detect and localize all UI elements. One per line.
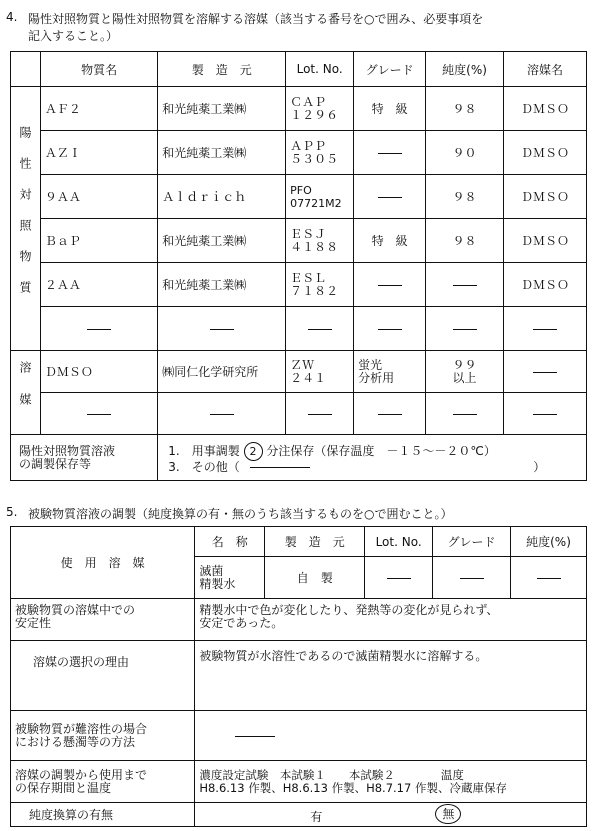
lot-line1: ＺＷ [290,357,315,372]
substance-name: ＡＦ２ [40,87,157,131]
purity: ９８ [426,175,504,219]
empty-dash [250,467,310,468]
lot-line2: ５３０５ [290,151,339,166]
empty-dash [537,578,561,579]
grade: 特 級 [354,219,426,263]
section5-title: 被験物質溶液の調製（純度換算の有・無のうち該当するものを○で囲むこと。） [28,507,453,521]
empty-dash [378,153,402,154]
purity-line1: ９９ [452,357,477,372]
manufacturer: 和光純薬工業㈱ [158,87,286,131]
section4-title-line1: 陽性対照物質と陽性対照物質を溶解する溶媒（該当する番号を○で囲み、必要事項を [28,12,484,26]
solvent-row [11,351,587,393]
header-name: 名 称 [195,527,265,557]
header-grade: グレード [354,52,426,87]
lot-line2: ４１８８ [290,239,339,254]
insoluble-label-line2: における懸濁等の方法 [15,734,136,749]
lot-line2: 07721M2 [290,196,342,210]
table-header-row [11,52,587,87]
table-header-row [11,527,587,557]
manufacturer: ㈱同仁化学研究所 [158,351,286,393]
lot-line2: ７１８２ [290,283,339,298]
substance-name: ＡＺＩ [40,131,157,175]
table-row [11,263,587,307]
table-row [11,175,587,219]
purity: ９８ [426,87,504,131]
solvent: ＤＭＳＯ [504,175,587,219]
table-row [11,87,587,131]
section4-title-line2: 記入すること。） [28,29,119,43]
header-manufacturer: 製 造 元 [158,52,286,87]
grade-line2: 分析用 [358,370,395,385]
storage-period-row [11,761,587,803]
reason-label: 溶媒の選択の理由 [11,641,195,711]
lot-line2: １２９６ [290,107,339,122]
prep-option-2-circle: 2 [244,442,263,461]
purity-conversion-no-circled: 無 [435,804,461,824]
grade: 特 級 [354,87,426,131]
prep-option-1: 1. 用事調製 [168,443,240,458]
header-purity: 純度(%) [511,527,587,557]
header-lot: Lot. No. [365,527,433,557]
empty-dash [378,197,402,198]
reason-text: 被験物質が水溶性であるので滅菌精製水に溶解する。 [195,641,587,711]
solvent-name-line2: 精製水 [199,576,236,591]
prep-option-3: 3. その他（ [168,459,240,474]
empty-dash [378,285,402,286]
lot-line1: ＥＳＪ [290,226,327,241]
grade-line1: 蛍光 [358,357,383,372]
period-text-line1: 濃度設定試験 本試験１ 本試験２ 温度 [199,767,464,782]
stability-row [11,599,587,641]
period-text-line2: H8.6.13 作製、H8.6.13 作製、H8.7.17 作製、冷蔵庫保存 [199,780,507,795]
empty-dash [235,736,275,737]
stability-text-line1: 精製水中で色が変化したり、発熱等の変化が見られず、 [199,603,499,617]
substance-name: ２ＡＡ [40,263,157,307]
header-lot: Lot. No. [286,52,354,87]
test-substance-solution-table [10,526,587,827]
purity: ９８ [426,219,504,263]
substance-name: ９ＡＡ [40,175,157,219]
header-purity: 純度(%) [426,52,504,87]
purity-conversion-row [11,803,587,827]
preparation-row [11,435,587,481]
lot-line1: PFO [290,183,312,197]
table-row [11,131,587,175]
manufacturer: 和光純薬工業㈱ [158,219,286,263]
header-manufacturer: 製 造 元 [265,527,365,557]
substance-name: ＤＭＳＯ [40,351,157,393]
solvent-used-label: 使 用 溶 媒 [11,527,195,599]
section5-number: 5. [6,505,18,519]
solvent: ＤＭＳＯ [504,219,587,263]
manufacturer: 和光純薬工業㈱ [158,263,286,307]
lot-line1: ＥＳＬ [290,270,327,285]
purity-conversion-yes: 有 [310,809,323,824]
header-grade: グレード [433,527,511,557]
period-label-line1: 溶媒の調製から使用まで [15,767,148,782]
lot-line1: ＡＰＰ [290,138,327,153]
group-label-positive-control: 陽性対照物質 [11,87,41,351]
reason-row [11,641,587,711]
purity-conversion-label: 純度換算の有無 [11,803,195,827]
manufacturer: 和光純薬工業㈱ [158,131,286,175]
table-row-empty [11,307,587,351]
purity-line2: 以上 [452,370,477,385]
period-label-line2: の保存期間と温度 [15,780,112,795]
solvent: ＤＭＳＯ [504,263,587,307]
manufacturer: Ａｌｄｒｉｃｈ [158,175,286,219]
prep-option-2: 分注保存（保存温度 －１５～－２０℃） [266,443,496,458]
insoluble-label-line1: 被験物質が難溶性の場合 [15,721,148,736]
solvent-name-line1: 滅菌 [199,563,224,578]
empty-dash [453,285,477,286]
empty-dash [460,578,484,579]
solvent: ＤＭＳＯ [504,87,587,131]
group-label-solvent: 溶媒 [11,351,41,435]
substance-name: ＢａＰ [40,219,157,263]
insoluble-row [11,711,587,761]
lot-line1: ＣＡＰ [290,94,327,109]
manufacturer: 自 製 [265,557,365,599]
table-row [11,219,587,263]
stability-label-line2: 安定性 [15,616,52,630]
table-row-empty [11,393,587,435]
prep-label-line2: の調製保存等 [19,456,92,471]
header-substance: 物質名 [40,52,157,87]
lot-line2: ２４１ [290,370,327,385]
positive-control-table [10,51,587,481]
empty-dash [533,372,557,373]
stability-text-line2: 安定であった。 [199,616,284,630]
section4-number: 4. [6,10,18,24]
stability-label-line1: 被験物質の溶媒中での [15,603,136,617]
header-solvent: 溶媒名 [504,52,587,87]
prep-label-line1: 陽性対照物質溶液 [19,443,116,458]
purity: ９０ [426,131,504,175]
solvent: ＤＭＳＯ [504,131,587,175]
prep-option-3-close: ） [533,459,546,474]
empty-dash [387,578,411,579]
